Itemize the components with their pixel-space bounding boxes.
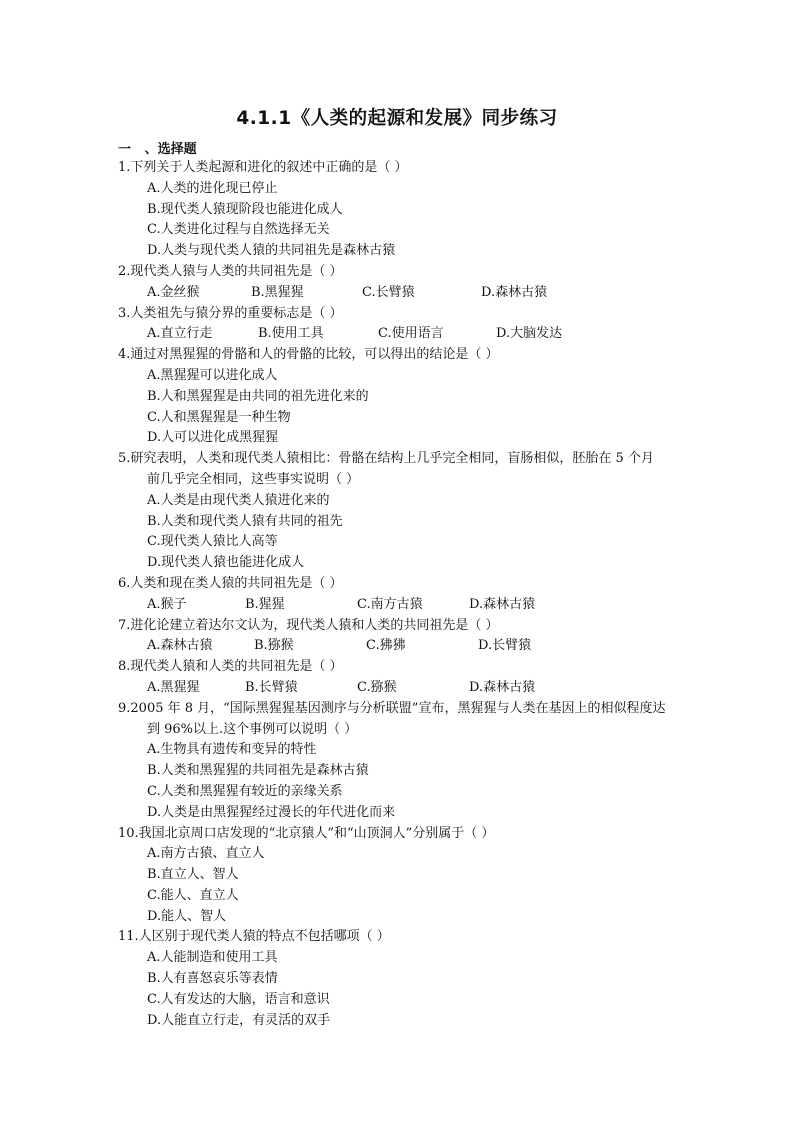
question-stem: 10.我国北京周口店发现的“北京猿人”和“山顶洞人”分别属于（ ） [118,825,495,841]
option-b: B.使用工具 [258,326,324,342]
option-d: D.森林古猿 [469,679,536,695]
option-a: A.黑猩猩 [147,679,200,695]
option-c: C.现代类人猿比人高等 [147,534,278,550]
question-list [118,158,718,1031]
option-c: C.南方古猿 [357,596,423,612]
option-c: C.人有发达的大脑，语言和意识 [147,991,330,1007]
option-a: A.人能制造和使用工具 [147,950,278,966]
section-heading: 一 、选择题 [118,142,197,157]
option-b: B.直立人、智人 [147,867,239,883]
question-11 [118,927,718,1031]
question-7 [118,616,718,658]
option-b: B.猕猴 [254,638,294,654]
question-stem: 7.进化论建立着达尔文认为，现代类人猿和人类的共同祖先是（ ） [118,617,499,633]
question-stem: 3.人类祖先与猿分界的重要标志是（ ） [118,305,343,321]
option-a: A.森林古猿 [147,638,213,654]
option-b: B.人类和黑猩猩的共同祖先是森林古猿 [147,763,369,779]
option-c: C.人类进化过程与自然选择无关 [147,222,330,238]
option-a: A.直立行走 [147,326,213,342]
question-4 [118,345,718,449]
option-c: C.使用语言 [378,326,444,342]
question-3 [118,304,718,346]
option-row [118,283,718,304]
option-d: D.森林古猿 [469,596,536,612]
option-row [118,678,718,699]
page-title: 4.1.1《人类的起源和发展》同步练习 [236,108,558,129]
option-c: C.人和黑猩猩是一种生物 [147,409,291,425]
option-d: D.能人、智人 [147,908,227,924]
option-d: D.人类是由黑猩猩经过漫长的年代进化而来 [147,804,396,820]
option-d: D.长臂猿 [478,638,532,654]
option-d: D.森林古猿 [481,284,548,300]
question-stem: 5.研究表明，人类和现代类人猿相比：骨骼在结构上几乎完全相同，盲肠相似，胚胎在 5 个月 [118,451,654,467]
question-stem: 11.人区别于现代类人猿的特点不包括哪项（ ） [118,929,390,945]
question-2 [118,262,718,304]
option-a: A.生物具有遗传和变异的特性 [147,742,317,758]
question-stem: 6.人类和现在类人猿的共同祖先是（ ） [118,575,343,591]
question-8 [118,657,718,699]
question-1 [118,158,718,262]
option-a: A.黑猩猩可以进化成人 [147,367,278,383]
question-stem: 2.现代类人猿与人类的共同祖先是（ ） [118,263,343,279]
option-c: C.猕猴 [357,679,397,695]
option-b: B.人有喜怒哀乐等表情 [147,971,278,987]
option-d: D.人能直立行走，有灵活的双手 [147,1012,331,1028]
option-c: C.狒狒 [366,638,406,654]
option-b: B.人和黑猩猩是由共同的祖先进化来的 [147,388,369,404]
option-d: D.人可以进化成黑猩猩 [147,430,279,446]
option-b: B.长臂猿 [245,679,298,695]
option-a: A.南方古猿、直立人 [147,846,265,862]
question-stem: 9.2005 年 8 月，“国际黑猩猩基因测序与分析联盟”宣布，黑猩猩与人类在基因上的相似程度达 [118,700,666,716]
question-9 [118,699,718,824]
option-a: A.人类的进化现已停止 [147,180,278,196]
option-b: B.黑猩猩 [251,284,304,300]
question-10 [118,824,718,928]
question-stem: 4.通过对黑猩猩的骨骼和人的骨骼的比较，可以得出的结论是（ ） [118,347,499,363]
option-c: C.长臂猿 [362,284,415,300]
option-a: A.猴子 [147,596,187,612]
option-d: D.现代类人猿也能进化成人 [147,555,305,571]
question-stem-continued: 到 96%以上.这个事例可以说明（ ） [147,721,358,737]
question-6 [118,574,718,616]
option-a: A.人类是由现代类人猿进化来的 [147,492,330,508]
question-5 [118,449,718,574]
option-a: A.金丝猴 [147,284,200,300]
question-stem-continued: 前几乎完全相同，这些事实说明（ ） [147,471,360,487]
option-d: D.大脑发达 [496,326,563,342]
option-row [118,636,718,657]
question-stem: 8.现代类人猿和人类的共同祖先是（ ） [118,659,343,675]
option-row [118,324,718,345]
question-stem: 1.下列关于人类起源和进化的叙述中正确的是（ ） [118,160,408,175]
option-d: D.人类与现代类人猿的共同祖先是森林古猿 [147,243,396,259]
option-c: C.能人、直立人 [147,887,239,903]
option-b: B.现代类人猿现阶段也能进化成人 [147,201,343,217]
option-row [118,595,718,616]
option-c: C.人类和黑猩猩有较近的亲缘关系 [147,783,343,799]
option-b: B.猩猩 [245,596,285,612]
option-b: B.人类和现代类人猿有共同的祖先 [147,513,343,529]
